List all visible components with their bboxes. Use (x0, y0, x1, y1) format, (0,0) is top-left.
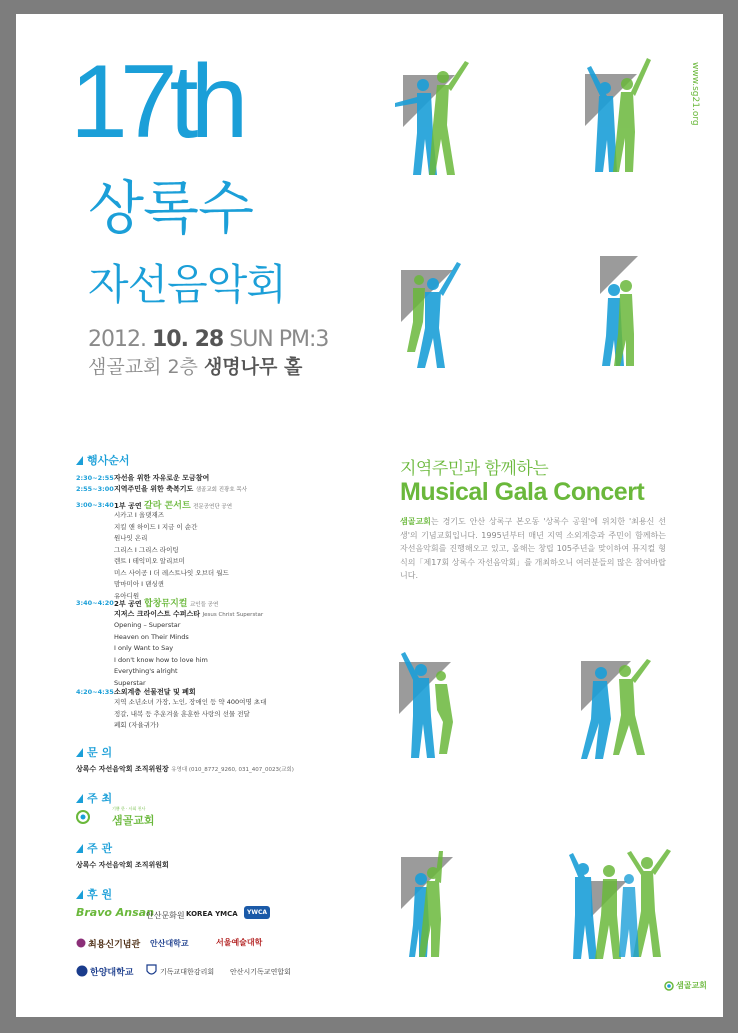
sponsor-ansan-christian: 안산시기독교연합회 (230, 968, 291, 976)
program-item-5: 소외계층 선물전달 및 폐회 (114, 688, 196, 696)
desc-body: 는 경기도 안산 상록구 본오동 '상록수 공원'에 위치한 '최용신 선생'의 기념교회입니다. 1995년부터 매년 지역 소외계층과 주민이 함께하는 자선음악회를 진행해오고 있고, 올해는 창립 105주년을 맞이하여 뮤지컬 형식의「제17회 상록수 자선음악회」를 개최하오니 여러분들의 많은 참여바랍니다. (400, 517, 666, 580)
sponsor-hanyang: 한양대학교 (90, 968, 134, 978)
footer-logo-text: 샘골교회 (676, 981, 707, 990)
part2-show-ko: 지저스 크라이스트 수퍼스타 (114, 610, 201, 618)
footer-logo (664, 978, 712, 994)
event-date (88, 327, 328, 353)
list-item: 원나잇 온리 (114, 534, 148, 542)
list-item: 정갈, 내복 등 추운겨울 훈훈한 사랑의 선물 전달 (114, 709, 250, 718)
program-time-4: 3:40~4:20 (76, 599, 114, 607)
list-item: Heaven on Their Minds (114, 632, 189, 641)
program-heading (76, 452, 130, 468)
hanyang-emblem-icon (76, 965, 88, 977)
program-heading-label: 행사순서 (87, 454, 130, 467)
list-item: I only Want to Say (114, 644, 174, 652)
part2-label: 2부 공연 (114, 600, 145, 608)
program-item-2-sub: 샘골교회 진광호 목사 (195, 487, 248, 493)
sponsor-memorial: 최용신기념관 (88, 940, 141, 950)
host-logo (76, 806, 156, 826)
list-item: 지역 소년소녀 가장, 노인, 장애인 등 약 400여명 초대 (114, 698, 267, 706)
list-item: Everything's alright (114, 667, 178, 675)
sponsors-heading (76, 886, 112, 902)
dancer-figure-4 (590, 250, 650, 370)
list-item: Superstar (114, 678, 146, 687)
inquiry-contact: 유영대 (010_8772_9260, 031_407_0023(교회) (171, 767, 294, 773)
sponsor-methodist: 기독교대한감리회 (160, 968, 215, 976)
edition-title: 17th (70, 44, 241, 160)
sponsor-ansan-univ: 안산대학교 (150, 939, 189, 948)
gala-title-en: Musical Gala Concert (400, 478, 645, 506)
date-prefix: 2012. (88, 327, 152, 352)
sponsor-row-1 (76, 904, 276, 928)
date-suffix: SUN PM:3 (223, 327, 329, 352)
host-small: 기쁨 한 · 사회 천사 (112, 806, 146, 811)
program-item-4 (114, 596, 218, 609)
church-emblem-icon (76, 810, 90, 824)
organizer-heading-label: 주 관 (87, 842, 113, 855)
part1-accent: 갈라 콘서트 (144, 501, 191, 511)
event-venue (88, 355, 302, 379)
memorial-emblem-icon (76, 938, 86, 948)
part2-list (114, 620, 208, 689)
triangle-icon (76, 456, 83, 465)
program-time-1: 2:30~2:55 (76, 474, 114, 482)
program-item-2-text: 지역주민을 위한 축복기도 (114, 485, 194, 493)
triangle-icon (76, 844, 83, 853)
dancer-figure-8 (565, 845, 675, 965)
part2-show (114, 609, 263, 619)
part2-sub: 교인들 공연 (189, 602, 219, 608)
organizer-name: 상록수 자선음악회 조직위원회 (76, 861, 169, 869)
program-item-2 (114, 484, 247, 494)
list-item: I don't know how to love him (114, 655, 208, 664)
program-time-2: 2:55~3:00 (76, 485, 114, 493)
organizer-heading (76, 840, 112, 856)
part2-show-en: Jesus Christ Superstar (202, 612, 264, 618)
list-item: 지킬 앤 하이드 I 지금 이 순간 (114, 522, 198, 531)
sponsor-ywca: YWCA (244, 906, 270, 919)
dancer-figure-5 (397, 650, 477, 762)
program-item-1: 자선을 위한 자유로운 모금참여 (114, 474, 210, 482)
sponsor-row-3 (76, 962, 316, 982)
list-item: 미스 사이공 I 더 레스트나잇 오브더 월드 (114, 568, 229, 577)
inquiry-org: 상록수 자선음악회 조직위원장 (76, 765, 169, 773)
list-item: 렌트 I 테익미오 알리브미 (114, 557, 185, 565)
methodist-emblem-icon (146, 964, 157, 977)
date-bold: 10. 28 (151, 327, 224, 352)
sponsor-cultural-center: 안산문화원 (146, 911, 185, 920)
sponsor-ymca: KOREA YMCA (186, 910, 238, 918)
part1-label: 1부 공연 (114, 502, 145, 510)
dancer-figure-6 (575, 655, 655, 765)
host-heading-label: 주 최 (87, 792, 113, 805)
list-item: 맘마미아 I 댄싱퀸 (114, 580, 165, 588)
gala-description (400, 515, 666, 583)
dancer-figure-3 (395, 248, 475, 373)
sponsor-row-2 (76, 934, 316, 954)
sponsor-seoul-arts: 서울예술대학 (216, 938, 263, 947)
list-item: 시카고 I 올댓재즈 (114, 511, 165, 519)
main-title: 상록수 (88, 174, 254, 242)
subtitle: 자선음악회 (88, 260, 286, 309)
triangle-icon (76, 794, 83, 803)
list-item: 폐회 (자율귀가) (114, 721, 159, 729)
church-emblem-icon (664, 981, 674, 991)
dancer-figure-2 (575, 48, 655, 178)
triangle-icon (76, 748, 83, 757)
sponsors-heading-label: 후 원 (87, 888, 113, 901)
gala-title-ko: 지역주민과 함께하는 (400, 459, 549, 479)
list-item: 그리스 I 그리스 라이팅 (114, 545, 179, 554)
triangle-icon (76, 890, 83, 899)
list-item: 유아디원 (114, 591, 140, 600)
dancer-figure-1 (385, 55, 475, 180)
venue-prefix: 샘골교회 2층 (88, 356, 204, 378)
closing-list (114, 697, 266, 732)
inquiry-heading-label: 문 의 (87, 746, 113, 759)
host-name: 샘골교회 (112, 814, 155, 827)
program-time-5: 4:20~4:35 (76, 688, 114, 696)
program-time-3: 3:00~3:40 (76, 501, 114, 509)
inquiry-line (76, 764, 294, 774)
part1-list (114, 510, 229, 602)
sponsor-bravo: Bravo Ansan (76, 906, 154, 919)
venue-bold: 생명나무 홀 (203, 356, 303, 378)
inquiry-heading (76, 744, 112, 760)
list-item: Opening – Superstar (114, 621, 181, 629)
host-heading (76, 790, 112, 806)
website-url[interactable]: www.sg21.org (690, 62, 700, 126)
desc-church: 샘골교회 (400, 517, 431, 526)
dancer-figure-7 (395, 845, 465, 960)
part2-accent: 합창뮤지컬 (144, 599, 188, 609)
part1-sub: 전문공연단 공연 (193, 504, 233, 510)
